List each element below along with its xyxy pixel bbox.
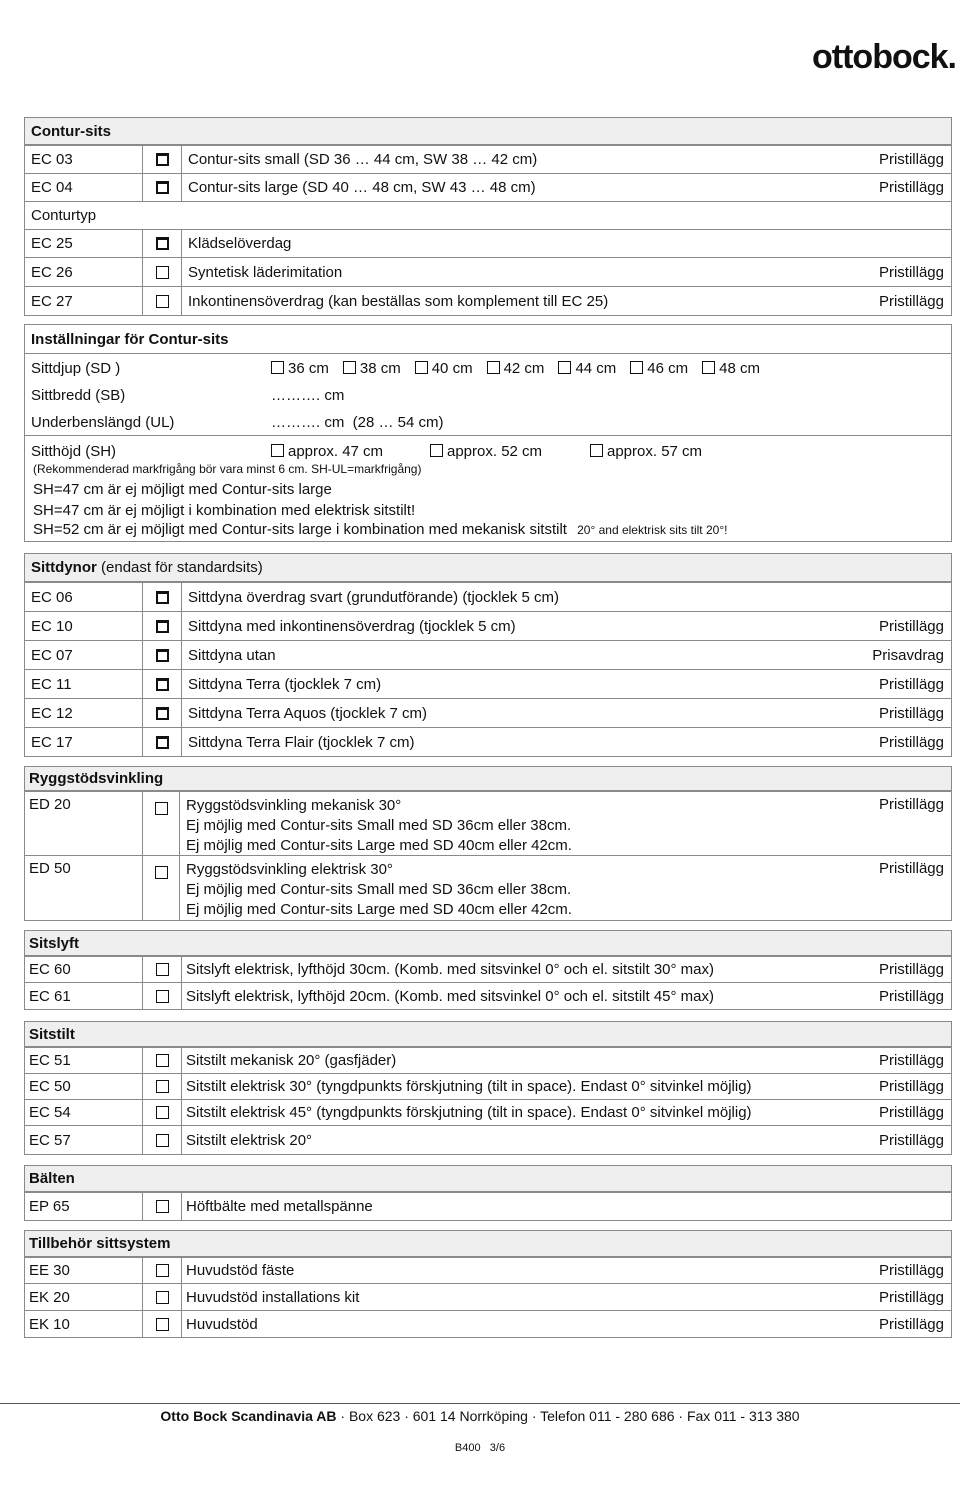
option-row — [25, 956, 951, 982]
checkbox[interactable] — [487, 361, 500, 374]
sh-warning-1: SH=47 cm är ej möjligt med Contur-sits large — [33, 481, 332, 498]
checkbox[interactable] — [156, 295, 169, 308]
checkbox[interactable] — [156, 649, 169, 662]
option-row — [25, 1310, 951, 1337]
option-row — [25, 173, 951, 201]
price-label: Pristillägg — [878, 1262, 944, 1279]
option-code: EC 12 — [31, 704, 73, 722]
option-code: EK 20 — [29, 1288, 70, 1306]
option-text: Sitslyft elektrisk, lyfthöjd 30cm. (Komb. med sitsvinkel 0° och el. sitstilt 30° max) — [186, 961, 714, 978]
sd-option: 46 cm — [647, 360, 689, 377]
option-row — [25, 669, 951, 698]
option-text: Höftbälte med metallspänne — [186, 1198, 373, 1215]
option-code: EC 50 — [29, 1078, 71, 1095]
checkbox[interactable] — [343, 361, 356, 374]
sb-label: Sittbredd (SB) — [31, 387, 126, 404]
option-row — [25, 982, 951, 1009]
price-label: Pristillägg — [878, 704, 944, 722]
option-row — [25, 640, 951, 669]
checkbox[interactable] — [156, 1080, 169, 1093]
option-text: Sittdyna Terra (tjocklek 7 cm) — [188, 675, 382, 693]
price-label: Pristillägg — [878, 733, 944, 751]
section-title: Sittdynor (endast för standardsits) — [25, 554, 951, 582]
price-label: Pristillägg — [878, 1131, 944, 1149]
price-label: Pristillägg — [878, 796, 944, 813]
option-code: EE 30 — [29, 1262, 70, 1279]
ul-label: Underbenslängd (UL) — [31, 414, 175, 431]
checkbox[interactable] — [156, 1106, 169, 1119]
option-code: EC 03 — [31, 151, 73, 168]
sh-option: approx. 52 cm — [430, 443, 542, 460]
price-label: Pristillägg — [878, 961, 944, 978]
sd-option: 40 cm — [431, 360, 473, 377]
sh-note: (Rekommenderad markfrigång bör vara minst 6 cm. SH-UL=markfrigång) — [33, 462, 422, 476]
section-title: Sitslyft — [25, 931, 951, 956]
price-label: Pristillägg — [878, 617, 944, 635]
checkbox[interactable] — [156, 1318, 169, 1331]
option-text: Sittdyna Terra Flair (tjocklek 7 cm) — [188, 733, 415, 751]
checkbox[interactable] — [156, 990, 169, 1003]
checkbox[interactable] — [156, 707, 169, 720]
option-code: EC 54 — [29, 1104, 71, 1121]
option-row — [25, 1257, 951, 1283]
price-label: Pristillägg — [878, 179, 944, 196]
checkbox[interactable] — [156, 181, 169, 194]
option-row — [25, 727, 951, 756]
checkbox[interactable] — [271, 444, 284, 457]
sh-warning-2: SH=47 cm är ej möjligt i kombination med elektrisk sitstilt! — [33, 502, 416, 519]
option-text: Inkontinensöverdrag (kan beställas som komplement till EC 25) — [188, 292, 609, 310]
sh-option: approx. 57 cm — [590, 443, 702, 460]
option-code: EC 57 — [29, 1131, 71, 1149]
section-title: Tillbehör sittsystem — [25, 1231, 951, 1257]
checkbox[interactable] — [156, 678, 169, 691]
checkbox[interactable] — [155, 866, 168, 879]
subheading-row — [25, 201, 951, 229]
option-text: Sitslyft elektrisk, lyfthöjd 20cm. (Komb. med sitsvinkel 0° och el. sitstilt 45° max) — [186, 987, 714, 1005]
balten-section — [24, 1165, 952, 1221]
option-row — [25, 1192, 951, 1220]
option-text: Sittdyna utan — [188, 646, 276, 664]
option-text: Sittdyna överdrag svart (grundutförande) (tjocklek 5 cm) — [188, 588, 559, 606]
checkbox[interactable] — [156, 153, 169, 166]
price-label: Pristillägg — [878, 1052, 944, 1069]
option-text: Ryggstödsvinkling mekanisk 30° Ej möjlig med Contur-sits Small med SD 36cm eller 38cm. Ej möjlig med Contur-sits Large med SD 40cm eller 42cm. — [186, 797, 572, 854]
option-text: Sitstilt mekanisk 20° (gasfjäder) — [186, 1052, 397, 1069]
sh-label: Sitthöjd (SH) — [31, 443, 117, 460]
option-row — [25, 1283, 951, 1310]
price-label: Prisavdrag — [872, 646, 944, 664]
option-row — [25, 582, 951, 611]
sittdynor-section — [24, 553, 952, 757]
section-title: Contur-sits — [25, 118, 951, 145]
section-title: Ryggstödsvinkling — [25, 767, 951, 791]
option-code: EC 04 — [31, 179, 73, 196]
option-row — [25, 286, 951, 315]
option-row — [25, 791, 951, 855]
sd-option: 48 cm — [719, 360, 761, 377]
checkbox[interactable] — [156, 591, 169, 604]
sitslyft-section — [24, 930, 952, 1010]
option-row — [25, 145, 951, 173]
option-code: EC 51 — [29, 1052, 71, 1069]
option-text: Klädselöverdag — [188, 235, 292, 252]
checkbox[interactable] — [156, 1054, 169, 1067]
price-label: Pristillägg — [878, 292, 944, 310]
footer-divider — [0, 1403, 960, 1404]
checkbox[interactable] — [155, 802, 168, 815]
ottobock-logo: ottobock. — [812, 38, 956, 76]
checkbox[interactable] — [156, 1264, 169, 1277]
price-label: Pristillägg — [878, 1315, 944, 1333]
price-label: Pristillägg — [878, 675, 944, 693]
checkbox[interactable] — [430, 444, 443, 457]
option-text: Contur-sits large (SD 40 … 48 cm, SW 43 … 48 cm) — [188, 179, 536, 196]
option-text: Syntetisk läderimitation — [188, 263, 343, 281]
option-code: EC 07 — [31, 646, 73, 664]
option-code: EC 17 — [31, 733, 73, 751]
checkbox[interactable] — [156, 1134, 169, 1147]
page-number: B400 3/6 — [454, 1442, 506, 1454]
option-text: Sitstilt elektrisk 20° — [186, 1131, 313, 1149]
option-text: Sittdyna Terra Aquos (tjocklek 7 cm) — [188, 704, 427, 722]
option-text: Huvudstöd — [186, 1315, 258, 1333]
option-row — [25, 257, 951, 286]
ryggstodsvinkling-section — [24, 766, 952, 921]
checkbox[interactable] — [156, 237, 169, 250]
sd-option: 44 cm — [575, 360, 617, 377]
checkbox[interactable] — [156, 736, 169, 749]
tillbehor-section — [24, 1230, 952, 1338]
section-title: Inställningar för Contur-sits — [25, 325, 951, 355]
checkbox[interactable] — [156, 266, 169, 279]
sh-warning-3: SH=52 cm är ej möjligt med Contur-sits large i kombination med mekanisk sitstilt 20° and elektrisk sits tilt 20°! — [33, 521, 728, 538]
sd-options — [271, 360, 760, 377]
price-label: Pristillägg — [878, 860, 944, 877]
option-text: Huvudstöd fäste — [186, 1262, 295, 1279]
option-code: EP 65 — [29, 1198, 70, 1215]
option-code: ED 20 — [29, 796, 71, 813]
option-code: EC 27 — [31, 292, 73, 310]
option-code: EC 10 — [31, 617, 73, 635]
ul-value[interactable]: ………. cm (28 … 54 cm) — [271, 414, 444, 431]
option-row — [25, 1073, 951, 1099]
sd-option: 38 cm — [359, 360, 401, 377]
checkbox[interactable] — [156, 620, 169, 633]
price-label: Pristillägg — [878, 263, 944, 281]
checkbox[interactable] — [156, 963, 169, 976]
checkbox[interactable] — [702, 361, 715, 374]
checkbox[interactable] — [415, 361, 428, 374]
option-code: EC 25 — [31, 235, 73, 252]
option-code: EC 60 — [29, 961, 71, 978]
settings-section — [24, 324, 952, 542]
checkbox[interactable] — [156, 1200, 169, 1213]
sd-option: 42 cm — [503, 360, 545, 377]
option-row — [25, 1047, 951, 1073]
option-row — [25, 1125, 951, 1154]
option-row — [25, 698, 951, 727]
sd-option: 36 cm — [288, 360, 329, 377]
option-code: EC 26 — [31, 263, 73, 281]
option-row — [25, 1099, 951, 1125]
option-text: Sitstilt elektrisk 45° (tyngdpunkts förskjutning (tilt in space). Endast 0° sitvinkel möjlig) — [186, 1104, 752, 1121]
option-row — [25, 855, 951, 920]
option-code: EC 61 — [29, 987, 71, 1005]
option-code: EK 10 — [29, 1315, 70, 1333]
option-row — [25, 229, 951, 257]
option-text: Contur-sits small (SD 36 … 44 cm, SW 38 … 42 cm) — [188, 151, 538, 168]
price-label: Pristillägg — [878, 987, 944, 1005]
sd-label: Sittdjup (SD ) — [31, 360, 121, 377]
sh-option: approx. 47 cm — [271, 443, 383, 460]
option-code: EC 06 — [31, 588, 73, 606]
price-label: Pristillägg — [878, 1078, 944, 1095]
sb-value[interactable]: ………. cm — [271, 387, 345, 404]
option-code: ED 50 — [29, 860, 71, 877]
checkbox[interactable] — [590, 444, 603, 457]
option-text: Huvudstöd installations kit — [186, 1288, 360, 1306]
checkbox[interactable] — [558, 361, 571, 374]
sitstilt-section — [24, 1021, 952, 1155]
footer-address: Otto Bock Scandinavia AB · Box 623 · 601 14 Norrköping · Telefon 011 - 280 686 · Fax 011 - 313 380 — [160, 1408, 800, 1424]
option-text: Sittdyna med inkontinensöverdrag (tjocklek 5 cm) — [188, 617, 516, 635]
contur-sits-section — [24, 117, 952, 316]
option-text: Ryggstödsvinkling elektrisk 30° Ej möjlig med Contur-sits Small med SD 36cm eller 38cm. Ej möjlig med Contur-sits Large med SD 40cm eller 42cm. — [186, 861, 572, 918]
price-label: Pristillägg — [878, 151, 944, 168]
option-text: Sitstilt elektrisk 30° (tyngdpunkts förskjutning (tilt in space). Endast 0° sitvinkel möjlig) — [186, 1078, 752, 1095]
option-row — [25, 611, 951, 640]
price-label: Pristillägg — [878, 1288, 944, 1306]
checkbox[interactable] — [271, 361, 284, 374]
checkbox[interactable] — [630, 361, 643, 374]
option-code: EC 11 — [31, 675, 72, 693]
section-title: Bälten — [25, 1166, 951, 1192]
conturtyp-label: Conturtyp — [31, 207, 97, 224]
price-label: Pristillägg — [878, 1104, 944, 1121]
section-title: Sitstilt — [25, 1022, 951, 1047]
checkbox[interactable] — [156, 1291, 169, 1304]
